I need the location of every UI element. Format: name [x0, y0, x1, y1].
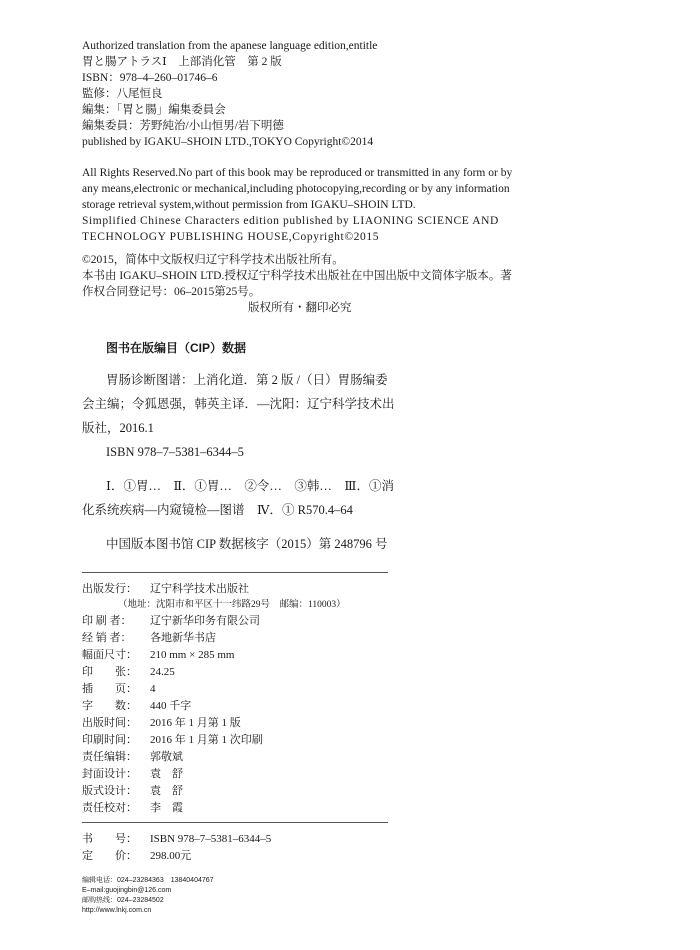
- imprint-label: 幅面尺寸：: [82, 649, 137, 661]
- imprint-row: [82, 582, 249, 597]
- imprint-value: 郭敬斌: [150, 751, 183, 763]
- imprint-row: [82, 733, 263, 748]
- original-isbn: ISBN：978–4–260–01746–6: [82, 72, 218, 84]
- imprint-row: [82, 699, 191, 714]
- cip-isbn: ISBN 978–7–5381–6344–5: [106, 445, 244, 459]
- imprint-label: 印 刷 者：: [82, 615, 132, 627]
- imprint-label: 印刷时间：: [82, 734, 137, 746]
- imprint-row: [82, 631, 216, 646]
- imprint-value: 210 mm × 285 mm: [150, 649, 235, 661]
- imprint-label: 印 张：: [82, 666, 137, 678]
- imprint-value: 辽宁新华印务有限公司: [150, 615, 260, 627]
- price-label: 定 价：: [82, 850, 137, 862]
- price-row: [82, 849, 191, 864]
- imprint-value: 李 霞: [150, 802, 183, 814]
- book-number-label: 书 号：: [82, 833, 137, 845]
- editor-line: 編集：「胃と腸」編集委員会: [82, 104, 226, 116]
- rights-line-2: any means,electronic or mechanical,including photocopying,recording or by any information: [82, 183, 510, 195]
- book-number-value: ISBN 978–7–5381–6344–5: [150, 833, 272, 845]
- imprint-value: 辽宁科学技术出版社: [150, 583, 249, 595]
- price-top-rule: [82, 822, 388, 823]
- imprint-value: 2016 年 1 月第 1 版: [150, 717, 241, 729]
- publisher-website: http://www.lnkj.com.cn: [82, 907, 152, 914]
- mail-order-hotline: 邮购热线：024–23284502: [82, 897, 164, 904]
- imprint-label: 经 销 者：: [82, 632, 132, 644]
- cip-verification: 中国版本图书馆 CIP 数据核字（2015）第 248796 号: [106, 537, 388, 551]
- rights-line-1: All Rights Reserved.No part of this book may be reproduced or transmitted in any form or by: [82, 167, 513, 179]
- supervisor-line: 監修：八尾恒良: [82, 88, 163, 100]
- original-title: 胃と腸アトラスⅠ 上部消化管 第 2 版: [82, 56, 282, 68]
- editor-email: E–mail:guojingbin@126.com: [82, 887, 172, 894]
- cip-subjects-line-2: 化系统疾病—内窥镜检—图谱 Ⅳ．① R570.4–64: [82, 503, 353, 517]
- imprint-value: 4: [150, 683, 156, 695]
- imprint-label: 版式设计：: [82, 785, 137, 797]
- imprint-label: 出版发行：: [82, 583, 137, 595]
- imprint-row: [82, 614, 260, 629]
- copyright-notice: 版权所有・翻印必究: [248, 302, 352, 314]
- imprint-value: 440 千字: [150, 700, 192, 712]
- imprint-value: 各地新华书店: [150, 632, 216, 644]
- cip-title: 图书在版编目（CIP）数据: [106, 341, 247, 355]
- cip-subjects-line-1: Ⅰ．①胃… Ⅱ．①胃… ②令… ③韩… Ⅲ．①消: [106, 479, 394, 493]
- imprint-row: [82, 716, 241, 731]
- imprint-value: 袁 舒: [150, 768, 183, 780]
- chinese-rights-line-1: ©2015，简体中文版权归辽宁科学技术出版社所有。: [82, 254, 344, 266]
- imprint-label: 责任编辑：: [82, 751, 137, 763]
- imprint-row: [82, 648, 234, 663]
- book-number-row: [82, 832, 271, 847]
- imprint-row: [82, 665, 175, 680]
- cip-entry-line-2: 会主编；令狐恩强，韩英主译．—沈阳：辽宁科学技术出: [82, 397, 395, 411]
- imprint-row: [82, 598, 346, 613]
- imprint-row: [82, 801, 183, 816]
- simplified-line-2: TECHNOLOGY PUBLISHING HOUSE,Copyright©2015: [82, 231, 380, 243]
- imprint-label: 出版时间：: [82, 717, 137, 729]
- chinese-rights-line-3: 作权合同登记号：06–2015第25号。: [82, 286, 261, 298]
- original-title-note: Authorized translation from the apanese language edition,entitle: [82, 40, 378, 52]
- imprint-row: [82, 750, 183, 765]
- cip-entry-line-3: 版社，2016.1: [82, 421, 154, 435]
- imprint-label: 责任校对：: [82, 802, 137, 814]
- imprint-label: 封面设计：: [82, 768, 137, 780]
- imprint-value: （地址：沈阳市和平区十一纬路29号 邮编：110003）: [118, 600, 346, 610]
- chinese-rights-line-2: 本书由 IGAKU–SHOIN LTD.授权辽宁科学技术出版社在中国出版中文简体字版本。著: [82, 270, 512, 282]
- imprint-row: [82, 784, 183, 799]
- imprint-top-rule: [82, 572, 388, 573]
- imprint-label: 插 页：: [82, 683, 137, 695]
- price-value: 298.00元: [150, 850, 192, 862]
- imprint-value: 24.25: [150, 666, 175, 678]
- rights-line-3: storage retrieval system,without permission from IGAKU–SHOIN LTD.: [82, 199, 416, 211]
- editorial-members-line: 編集委員：芳野純治/小山恒男/岩下明德: [82, 120, 284, 132]
- imprint-value: 2016 年 1 月第 1 次印刷: [150, 734, 263, 746]
- simplified-line-1: Simplified Chinese Characters edition published by LIAONING SCIENCE AND: [82, 215, 499, 227]
- imprint-value: 袁 舒: [150, 785, 183, 797]
- editor-phone: 编辑电话：024–23284363 13840404767: [82, 877, 214, 884]
- cip-entry-line-1: 胃肠诊断图谱：上消化道．第 2 版 /（日）胃肠编委: [106, 373, 388, 387]
- imprint-row: [82, 682, 156, 697]
- original-publisher-line: published by IGAKU–SHOIN LTD.,TOKYO Copyright©2014: [82, 136, 374, 148]
- imprint-label: 字 数：: [82, 700, 137, 712]
- imprint-row: [82, 767, 183, 782]
